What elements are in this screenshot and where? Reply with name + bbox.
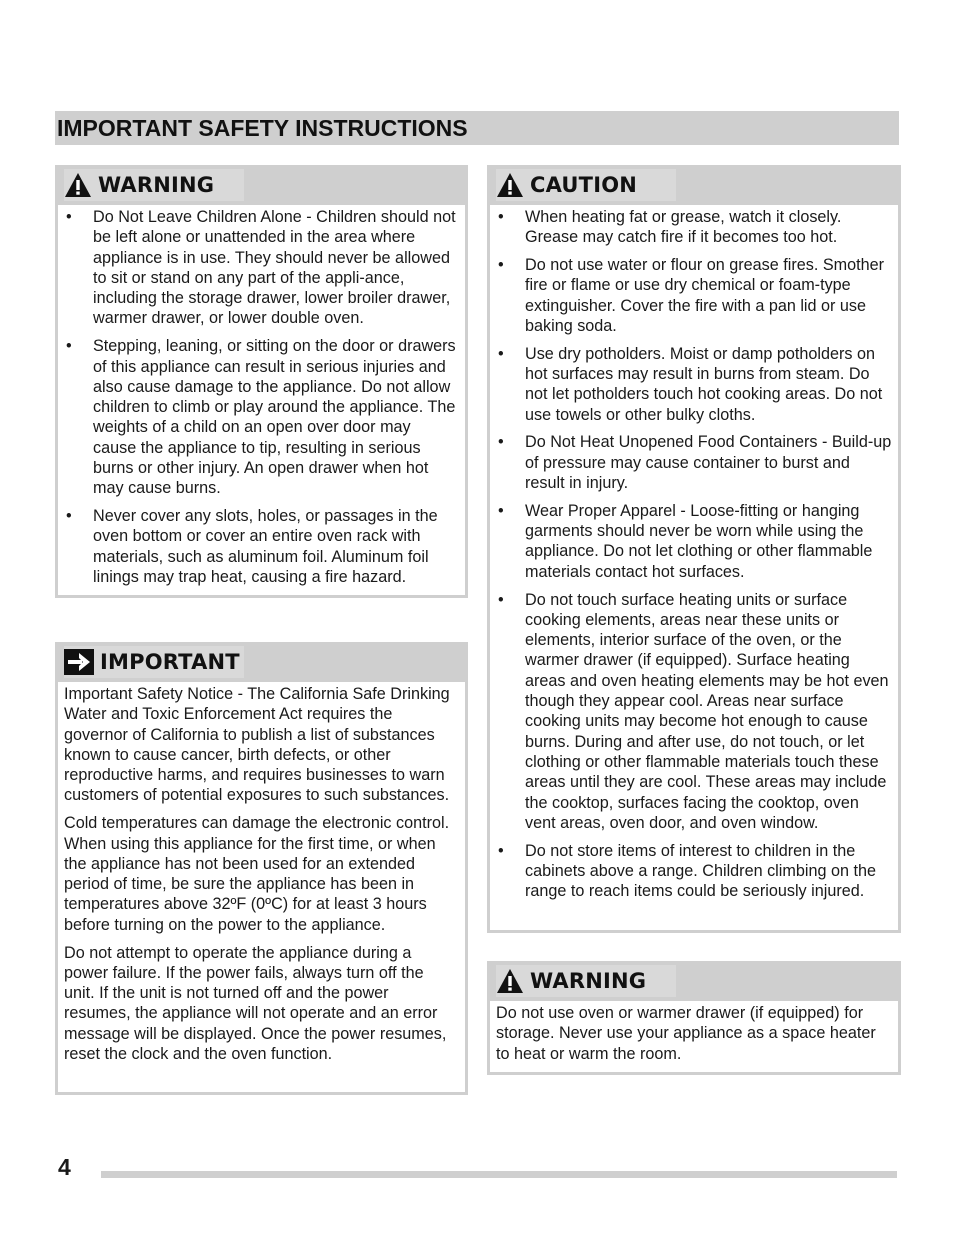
- important-header: [55, 642, 468, 682]
- warning-box-left: [55, 165, 468, 598]
- warning-list: [61, 207, 457, 587]
- warning-header: [487, 961, 901, 1001]
- important-box: [55, 642, 468, 1095]
- arrow-right-icon: [64, 649, 94, 675]
- footer-rule: [101, 1171, 897, 1178]
- list-item: • Never cover any slots, holes, or passages in the oven bottom or cover an entire oven rack with materials, such as aluminum foil. Aluminum foil linings may trap heat, causing a fire hazard.: [61, 506, 457, 587]
- warning-header: [55, 165, 468, 205]
- page-title: IMPORTANT SAFETY INSTRUCTIONS: [57, 115, 468, 141]
- list-item: • When heating fat or grease, watch it closely. Grease may catch fire if it becomes too hot.: [493, 207, 892, 248]
- warning-triangle-icon: [64, 172, 92, 198]
- page-number: 4: [58, 1154, 71, 1180]
- caution-box: [487, 165, 901, 933]
- warning-label: WARNING: [98, 173, 215, 197]
- important-paragraph: Important Safety Notice - The California Safe Drinking Water and Toxic Enforcement Act requires the governor of California to publish a list of substances known to cause cancer, birth defects, or other reproductive harms, and requires businesses to warn customers of potential exposures to such substances.: [64, 685, 450, 805]
- warning-label: WARNING: [530, 969, 647, 993]
- caution-header: [487, 165, 901, 205]
- caution-label: CAUTION: [530, 173, 638, 197]
- list-item: • Use dry potholders. Moist or damp potholders on hot surfaces may result in burns from steam. Do not let potholders touch hot cooking areas. Do not use towels or other bulky cloths.: [493, 344, 892, 425]
- warning-box-right: [487, 961, 901, 1075]
- list-item: • Do Not Heat Unopened Food Containers - Build-up of pressure may cause container to burst and result in injury.: [493, 432, 892, 493]
- list-item: • Stepping, leaning, or sitting on the door or drawers of this appliance can result in serious injuries and also cause damage to the appliance. Do not allow children to climb or play around the appliance. The weights of a child on an open over door may cause the appliance to tip, resulting in serious burns or other injury. An open drawer when hot may cause burns.: [61, 336, 457, 498]
- list-item: • Do Not Leave Children Alone - Children should not be left alone or unattended in the area where appliance is in use. They should never be allowed to sit or stand on any part of the appli-ance, including the storage drawer, lower broiler drawer, warmer drawer, or lower double oven.: [61, 207, 457, 329]
- important-paragraph: Cold temperatures can damage the electronic control. When using this appliance for the first time, or when the appliance has not been used for an extended period of time, be sure the appliance has been in temperatures above 32ºF (0ºC) for at least 3 hours before turning on the power to the appliance.: [64, 814, 450, 934]
- list-item: • Do not store items of interest to children in the cabinets above a range. Children climbing on the range to reach items could be seriously injured.: [493, 841, 892, 902]
- list-item: • Do not touch surface heating units or surface cooking elements, areas near these units or elements, interior surface of the oven, or the warmer drawer (if equipped). Surface heating areas and oven heating elements may be hot even though they appear cool. Areas near surface cooking units may become hot enough to cause burns. During and after use, do not touch, or let clothing or other flammable materials touch these areas until they are cool. These areas may include the cooktop, surfaces facing the cooktop, oven vent areas, oven door, and oven window.: [493, 590, 892, 834]
- important-paragraph: Do not attempt to operate the appliance during a power failure. If the power fails, always turn off the unit. If the unit is not turned off and the power resumes, the appliance will not operate and an error message will be displayed. Once the power resumes, reset the clock and the oven function.: [64, 943, 447, 1064]
- warning-text: Do not use oven or warmer drawer (if equipped) for storage. Never use your appliance as a space heater to heat or warm the room.: [496, 1004, 876, 1063]
- list-item: • Do not use water or flour on grease fires. Smother fire or flame or use dry chemical or foam-type extinguisher. Cover the fire with a pan lid or use baking soda.: [493, 255, 892, 336]
- warning-triangle-icon: [496, 172, 524, 198]
- important-label: IMPORTANT: [100, 650, 240, 674]
- list-item: • Wear Proper Apparel - Loose-fitting or hanging garments should never be worn while using the appliance. Do not let clothing or other flammable materials contact hot surfaces.: [493, 501, 892, 582]
- caution-list: [493, 207, 892, 902]
- warning-triangle-icon: [496, 968, 524, 994]
- page-title-bar: [55, 111, 899, 145]
